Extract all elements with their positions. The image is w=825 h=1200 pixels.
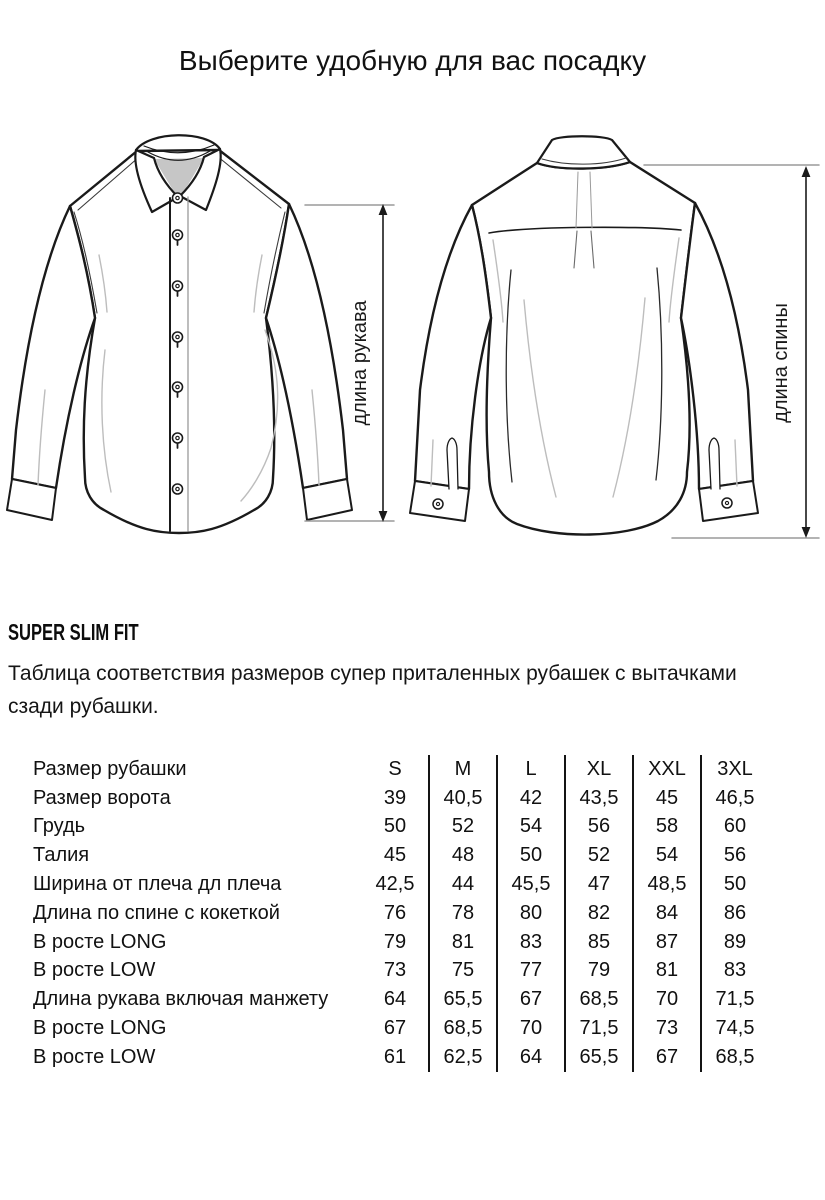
size-column-header: S xyxy=(388,757,402,780)
front-shirt-illustration xyxy=(7,135,352,533)
table-row xyxy=(33,841,768,870)
row-label: Грудь xyxy=(33,815,86,838)
size-value-cell: 67 xyxy=(497,985,565,1014)
size-value-cell: 82 xyxy=(565,899,633,928)
size-value-cell: 71,5 xyxy=(565,1014,633,1043)
size-value-cell: 43,5 xyxy=(565,784,633,813)
fit-heading: SUPER SLIM FIT xyxy=(8,619,139,645)
size-value-cell: 76 xyxy=(383,901,407,924)
size-value-cell: 52 xyxy=(565,841,633,870)
table-row xyxy=(33,1014,768,1043)
size-value-cell: 75 xyxy=(429,957,497,986)
size-value-cell: 47 xyxy=(565,870,633,899)
table-row xyxy=(33,957,768,986)
row-label: Размер рубашки xyxy=(33,757,187,780)
size-value-cell: 60 xyxy=(701,813,768,842)
row-label: В росте LONG xyxy=(33,1017,167,1040)
size-value-cell: 48 xyxy=(429,841,497,870)
sleeve-length-label: длина рукава xyxy=(349,300,371,426)
size-value-cell: 84 xyxy=(633,899,701,928)
size-value-cell: 65,5 xyxy=(429,985,497,1014)
row-label: Ширина от плеча дл плеча xyxy=(33,873,282,896)
size-value-cell: 56 xyxy=(565,813,633,842)
back-length-label: длина спины xyxy=(770,303,792,423)
size-value-cell: 78 xyxy=(429,899,497,928)
back-right-sleeve-placket xyxy=(709,438,720,489)
row-label: В росте LOW xyxy=(33,1045,156,1068)
size-value-cell: 45,5 xyxy=(497,870,565,899)
row-label: В росте LONG xyxy=(33,930,167,953)
size-value-cell: 44 xyxy=(429,870,497,899)
size-value-cell: 79 xyxy=(383,930,407,953)
size-value-cell: 54 xyxy=(497,813,565,842)
size-value-cell: 86 xyxy=(701,899,768,928)
table-row xyxy=(33,1043,768,1072)
row-label: Длина по спине с кокеткой xyxy=(33,901,280,924)
button-icon xyxy=(173,484,183,494)
size-value-cell: 56 xyxy=(701,841,768,870)
table-row xyxy=(33,985,768,1014)
size-value-cell: 45 xyxy=(633,784,701,813)
size-column-header: XL xyxy=(565,755,633,784)
back-left-sleeve-placket xyxy=(447,438,458,489)
size-value-cell: 65,5 xyxy=(565,1043,633,1072)
fit-description-line: Таблица соответствия размеров супер приталенных рубашек с вытачками xyxy=(8,662,737,685)
size-column-header: M xyxy=(429,755,497,784)
size-value-cell: 77 xyxy=(497,957,565,986)
fit-description-line: сзади рубашки. xyxy=(8,694,159,718)
size-column-header: XXL xyxy=(633,755,701,784)
arrowhead-up-icon xyxy=(802,166,811,177)
size-value-cell: 52 xyxy=(429,813,497,842)
arrowhead-down-icon xyxy=(802,527,811,538)
size-value-cell: 89 xyxy=(701,928,768,957)
button-icon xyxy=(173,193,183,203)
size-value-cell: 50 xyxy=(497,841,565,870)
size-table xyxy=(33,755,768,1072)
table-row xyxy=(33,899,768,928)
size-value-cell: 67 xyxy=(633,1043,701,1072)
table-row xyxy=(33,928,768,957)
size-value-cell: 40,5 xyxy=(429,784,497,813)
size-column-header: L xyxy=(497,755,565,784)
button-icon xyxy=(433,499,443,509)
size-value-cell: 80 xyxy=(497,899,565,928)
size-value-cell: 70 xyxy=(497,1014,565,1043)
row-label: В росте LOW xyxy=(33,959,156,982)
size-value-cell: 73 xyxy=(633,1014,701,1043)
row-label: Длина рукава включая манжету xyxy=(33,988,329,1011)
button-icon xyxy=(722,498,732,508)
size-column-header: 3XL xyxy=(701,755,768,784)
row-label: Талия xyxy=(33,844,90,867)
fit-description xyxy=(8,658,808,723)
size-value-cell: 46,5 xyxy=(701,784,768,813)
size-value-cell: 87 xyxy=(633,928,701,957)
size-value-cell: 50 xyxy=(383,815,407,838)
size-value-cell: 58 xyxy=(633,813,701,842)
size-value-cell: 67 xyxy=(383,1017,407,1040)
back-shirt-illustration xyxy=(410,136,758,534)
size-value-cell: 68,5 xyxy=(429,1014,497,1043)
size-value-cell: 81 xyxy=(633,957,701,986)
table-header-row xyxy=(33,755,768,784)
size-value-cell: 64 xyxy=(383,988,407,1011)
size-value-cell: 83 xyxy=(497,928,565,957)
size-value-cell: 42 xyxy=(497,784,565,813)
table-row xyxy=(33,784,768,813)
size-value-cell: 42,5 xyxy=(375,873,415,896)
size-value-cell: 83 xyxy=(701,957,768,986)
size-value-cell: 64 xyxy=(497,1043,565,1072)
size-value-cell: 73 xyxy=(383,959,407,982)
size-value-cell: 48,5 xyxy=(633,870,701,899)
size-value-cell: 68,5 xyxy=(701,1043,768,1072)
size-value-cell: 61 xyxy=(383,1045,407,1068)
table-row xyxy=(33,813,768,842)
size-value-cell: 45 xyxy=(383,844,407,867)
size-value-cell: 39 xyxy=(383,786,407,809)
size-value-cell: 79 xyxy=(565,957,633,986)
table-row xyxy=(33,870,768,899)
size-value-cell: 68,5 xyxy=(565,985,633,1014)
size-value-cell: 54 xyxy=(633,841,701,870)
page-title: Выберите удобную для вас посадку xyxy=(178,45,647,76)
size-value-cell: 71,5 xyxy=(701,985,768,1014)
size-value-cell: 50 xyxy=(701,870,768,899)
row-label: Размер ворота xyxy=(33,786,171,809)
size-value-cell: 81 xyxy=(429,928,497,957)
size-value-cell: 62,5 xyxy=(429,1043,497,1072)
size-value-cell: 74,5 xyxy=(701,1014,768,1043)
size-value-cell: 85 xyxy=(565,928,633,957)
size-value-cell: 70 xyxy=(633,985,701,1014)
